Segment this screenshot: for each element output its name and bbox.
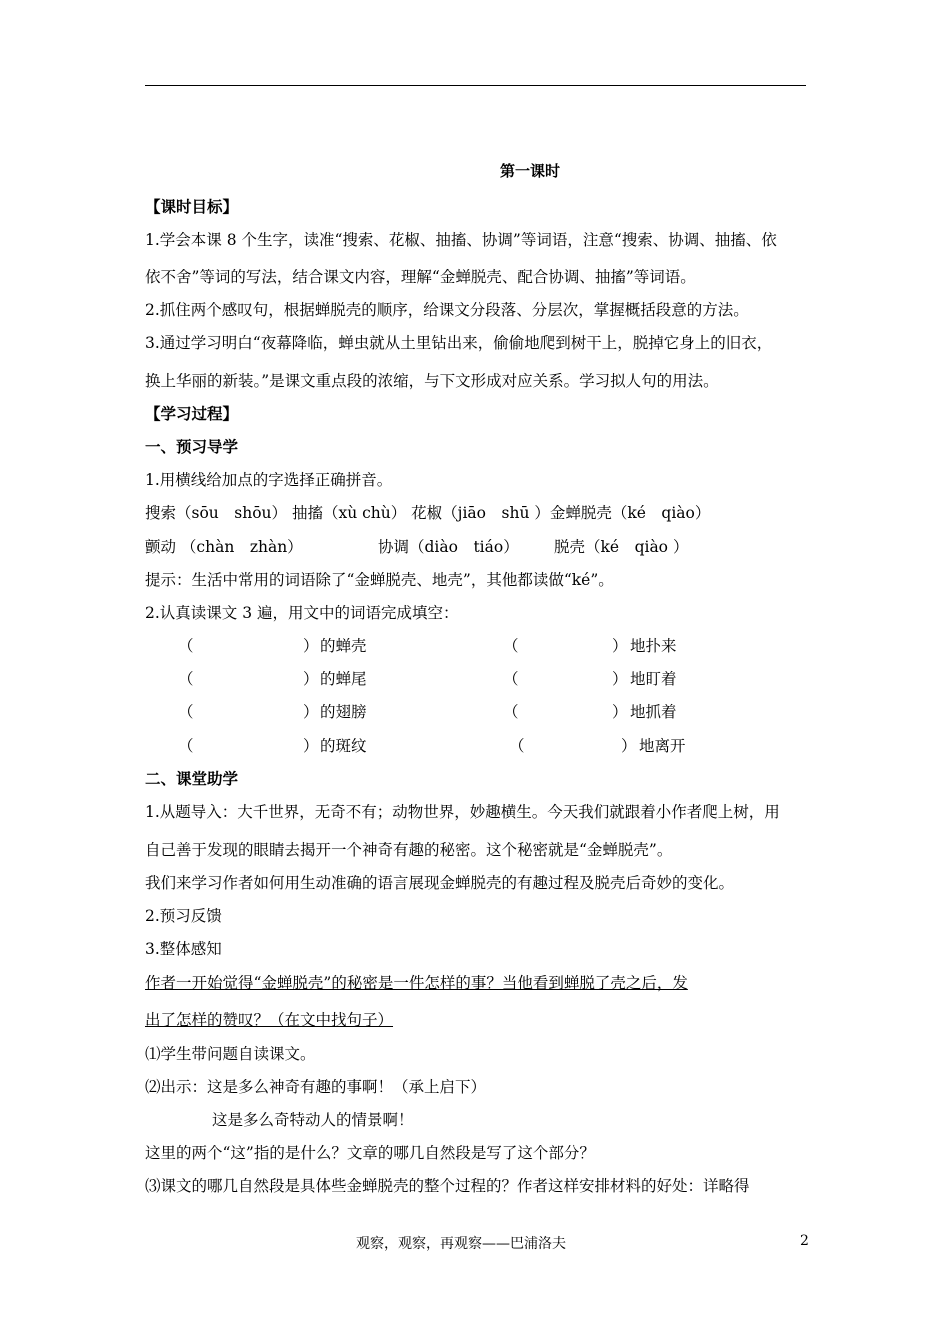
pinyin-row-2-b: 协调（diào tiáo） [378, 538, 519, 556]
question-line-1: 作者一开始觉得“金蝉脱壳”的秘密是一件怎样的事？当他看到蝉脱了壳之后，发 [145, 974, 688, 992]
open-paren: （ [178, 737, 194, 755]
open-paren: （ [178, 670, 194, 688]
close-paren: ） [303, 703, 319, 721]
page-number: 2 [800, 1233, 809, 1249]
fill-left-label: 的翅膀 [320, 703, 367, 721]
open-paren: （ [503, 703, 519, 721]
classroom-p1-line-2: 自己善于发现的眼睛去揭开一个神奇有趣的秘密。这个秘密就是“金蝉脱壳”。 [145, 841, 673, 859]
fill-right-label: 地扑来 [630, 637, 677, 655]
step-3: ⑶课文的哪几自然段是具体些金蝉脱壳的整个过程的？作者这样安排材料的好处：详略得 [145, 1177, 750, 1195]
process-heading: 【学习过程】 [145, 404, 239, 423]
step-2: ⑵出示：这是多么神奇有趣的事啊！（承上启下） [145, 1078, 487, 1096]
goal-3-line-2: 换上华丽的新装。”是课文重点段的浓缩，与下文形成对应关系。学习拟人句的用法。 [145, 372, 719, 390]
open-paren: （ [509, 737, 525, 755]
footer-quote: 观察，观察，再观察——巴浦洛夫 [356, 1236, 566, 1252]
classroom-p3: 3.整体感知 [145, 940, 222, 958]
classroom-p1-line-1: 1.从题导入：大千世界，无奇不有；动物世界，妙趣横生。今天我们就跟着小作者爬上树，用 [145, 803, 780, 821]
header-rule [145, 85, 806, 86]
fill-left-label: 的蝉壳 [320, 637, 367, 655]
step-2-question: 这里的两个“这”指的是什么？文章的哪几自然段是写了这个部分？ [145, 1144, 595, 1162]
goal-1-line-2: 依不舍”等词的写法，结合课文内容，理解“金蝉脱壳、配合协调、抽搐”等词语。 [145, 268, 696, 286]
goals-heading: 【课时目标】 [145, 197, 239, 216]
classroom-heading: 二、课堂助学 [145, 769, 239, 788]
lesson-title: 第一课时 [499, 162, 560, 180]
open-paren: （ [503, 637, 519, 655]
step-1: ⑴学生带问题自读课文。 [145, 1045, 316, 1063]
pinyin-hint: 提示：生活中常用的词语除了“金蝉脱壳、地壳”，其他都读做“ké”。 [145, 571, 614, 589]
step-2-second-sentence: 这是多么奇特动人的情景啊！ [212, 1111, 414, 1129]
goal-3-line-1: 3.通过学习明白“夜幕降临，蝉虫就从土里钻出来，偷偷地爬到树干上，脱掉它身上的旧衣， [145, 334, 773, 352]
fill-right-label: 地盯着 [630, 670, 677, 688]
close-paren: ） [303, 737, 319, 755]
question-line-2: 出了怎样的赞叹？（在文中找句子） [145, 1011, 394, 1029]
fill-right-label: 地抓着 [630, 703, 677, 721]
close-paren: ） [612, 703, 628, 721]
pinyin-row-2-c: 脱壳（ké qiào ） [554, 538, 689, 556]
fill-left-label: 的蝉尾 [320, 670, 367, 688]
pinyin-row-1: 搜索（sōu shōu） 抽搐（xù chù） 花椒（jiāo shū ）金蝉脱壳（ké qiào） [145, 504, 711, 522]
preview-question-2: 2.认真读课文 3 遍，用文中的词语完成填空： [145, 604, 459, 622]
close-paren: ） [621, 737, 637, 755]
fill-right-label: 地离开 [639, 737, 686, 755]
goal-2: 2.抓住两个感叹句，根据蝉脱壳的顺序，给课文分段落、分层次，掌握概括段意的方法。 [145, 301, 749, 319]
open-paren: （ [503, 670, 519, 688]
preview-question-1: 1.用横线给加点的字选择正确拼音。 [145, 471, 393, 489]
fill-left-label: 的斑纹 [320, 737, 367, 755]
open-paren: （ [178, 703, 194, 721]
close-paren: ） [303, 637, 319, 655]
close-paren: ） [612, 670, 628, 688]
pinyin-row-2-a: 颤动 （chàn zhàn） [145, 538, 303, 556]
preview-heading: 一、预习导学 [145, 437, 239, 456]
classroom-p2: 2.预习反馈 [145, 907, 222, 925]
close-paren: ） [303, 670, 319, 688]
classroom-p1-line-3: 我们来学习作者如何用生动准确的语言展现金蝉脱壳的有趣过程及脱壳后奇妙的变化。 [145, 874, 735, 892]
close-paren: ） [612, 637, 628, 655]
goal-1-line-1: 1.学会本课 8 个生字，读准“搜索、花椒、抽搐、协调”等词语，注意“搜索、协调、抽搐、依 [145, 231, 777, 249]
open-paren: （ [178, 637, 194, 655]
